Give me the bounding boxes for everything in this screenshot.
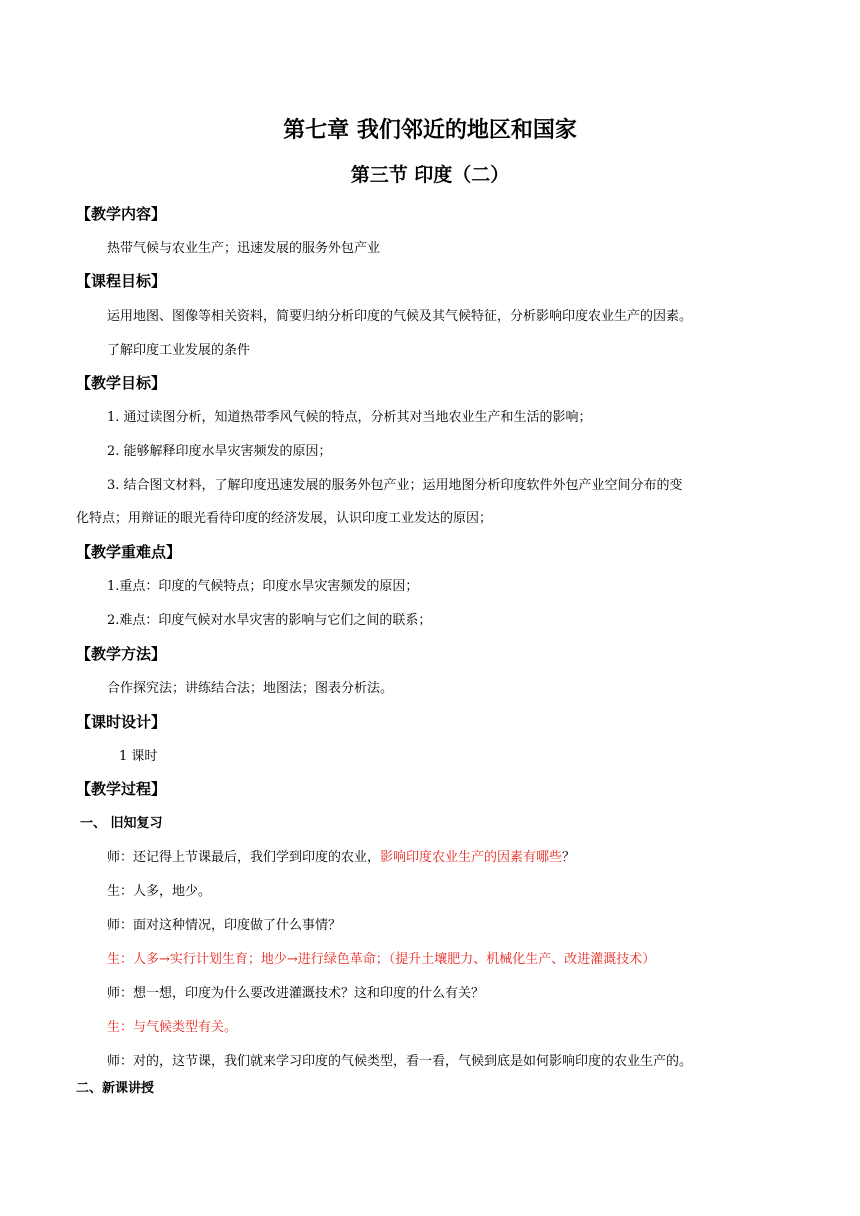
course-goal-line-2: 了解印度工业发展的条件 — [107, 343, 251, 358]
teaching-goal-item-1: 1. 通过读图分析，知道热带季风气候的特点，分析其对当地农业生产和生活的影响； — [107, 410, 592, 425]
teaching-goal-item-3-line-2: 化特点；用辩证的眼光看待印度的经济发展，认识印度工业发达的原因； — [76, 511, 493, 526]
heading-key-points: 【教学重难点】 — [76, 543, 182, 561]
heading-teaching-goal: 【教学目标】 — [76, 374, 167, 392]
key-point-item-2: 2.难点：印度气候对水旱灾害的影响与它们之间的联系； — [107, 613, 432, 628]
key-point-item-1: 1.重点：印度的气候特点；印度水旱灾害频发的原因； — [107, 579, 419, 594]
methods-text: 合作探究法；讲练结合法；地图法；图表分析法。 — [107, 681, 394, 696]
heading-teaching-content: 【教学内容】 — [76, 205, 167, 223]
dialog-line: 师：面对这种情况，印度做了什么事情？ — [107, 918, 342, 933]
part-1-title: 一、 旧知复习 — [80, 816, 163, 831]
section-title: 第三节 印度（二） — [350, 164, 510, 186]
heading-methods: 【教学方法】 — [76, 645, 167, 663]
heading-process: 【教学过程】 — [76, 780, 167, 798]
dialog-line: 生：与气候类型有关。 — [107, 1020, 238, 1035]
teaching-content-text: 热带气候与农业生产；迅速发展的服务外包产业 — [107, 241, 381, 256]
part-2-title: 二、新课讲授 — [76, 1081, 155, 1096]
heading-schedule: 【课时设计】 — [76, 713, 167, 731]
dialog-line: 师：对的，这节课，我们就来学习印度的气候类型，看一看，气候到底是如何影响印度的农业生产的。 — [107, 1054, 693, 1069]
dialog-line: 师：想一想，印度为什么要改进灌溉技术？这和印度的什么有关？ — [107, 986, 485, 1001]
heading-course-goal: 【课程目标】 — [76, 272, 167, 290]
teaching-goal-item-3-line-1: 3. 结合图文材料，了解印度迅速发展的服务外包产业；运用地图分析印度软件外包产业空间分布的变 — [107, 478, 683, 493]
chapter-title: 第七章 我们邻近的地区和国家 — [283, 118, 577, 143]
dialog-line: 生：人多→实行计划生育；地少→进行绿色革命；（提升土壤肥力、机械化生产、改进灌溉技术） — [107, 952, 656, 967]
dialog-line: 师：还记得上节课最后，我们学到印度的农业，影响印度农业生产的因素有哪些？ — [107, 850, 576, 865]
schedule-text: 1 课时 — [119, 749, 158, 764]
dialog-line: 生：人多，地少。 — [107, 884, 212, 899]
teaching-goal-item-2: 2. 能够解释印度水旱灾害频发的原因； — [107, 444, 332, 459]
course-goal-line-1: 运用地图、图像等相关资料，简要归纳分析印度的气候及其气候特征，分析影响印度农业生产的因素。 — [107, 309, 693, 324]
